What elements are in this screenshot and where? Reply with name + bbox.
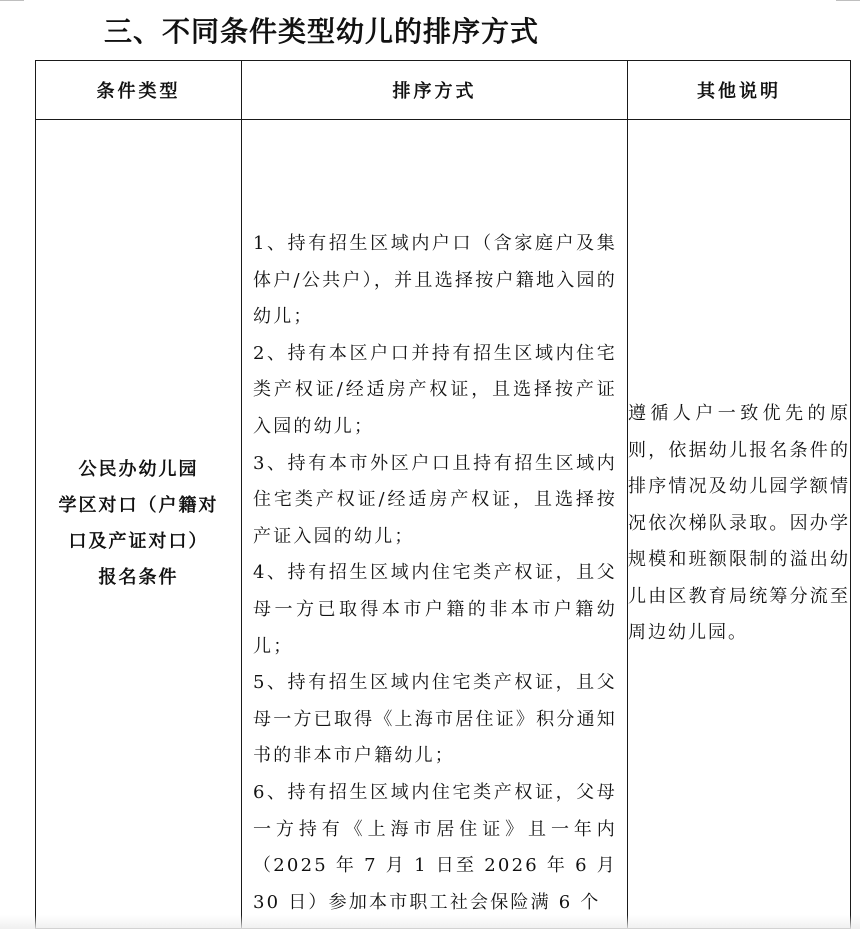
ordering-item: 1、持有招生区域内户口（含家庭户及集体户/公共户），并且选择按户籍地入园的幼儿； [253, 233, 617, 328]
header-condition-type: 条件类型 [36, 61, 242, 120]
condition-type-line: 报名条件 [98, 567, 179, 588]
ordering-item: 3、持有本市外区户口且持有招生区域内住宅类产权证/经适房产权证，且选择按产证入园的幼儿； [253, 452, 617, 547]
header-other-notes: 其他说明 [628, 61, 851, 120]
other-notes-cell [628, 120, 851, 929]
table-header-row [36, 61, 851, 120]
condition-type-line: 学区对口（户籍对 [58, 495, 219, 516]
ordering-item: 2、持有本区户口并持有招生区域内住宅类产权证/经适房产权证，且选择按产证入园的幼儿； [253, 342, 617, 437]
header-ordering-method: 排序方式 [242, 61, 628, 120]
other-notes-text: 遵循人户一致优先的原则，依据幼儿报名条件的排序情况及幼儿园学额情况依次梯队录取。因办学规模和班额限制的溢出幼儿由区教育局统筹分流至周边幼儿园。 [628, 402, 850, 644]
ordering-rules-table [35, 60, 851, 929]
page-corner-mark-left [0, 0, 24, 4]
ordering-item: 4、持有招生区域内住宅类产权证，且父母一方已取得本市户籍的非本市户籍幼儿； [253, 562, 617, 657]
section-title: 三、不同条件类型幼儿的排序方式 [104, 15, 540, 48]
condition-type-line: 口及产证对口） [68, 531, 209, 552]
condition-type-cell [36, 120, 242, 929]
table-row [36, 120, 851, 929]
condition-type-line: 公民办幼儿园 [78, 459, 199, 480]
ordering-list [253, 226, 617, 921]
ordering-method-cell [242, 120, 628, 929]
ordering-item: 6、持有招生区域内住宅类产权证，父母一方持有《上海市居住证》且一年内（2025 年 7 月 1 日至 2026 年 6 月 30 日）参加本市职工社会保险满 6 个 [253, 781, 617, 913]
ordering-item: 5、持有招生区域内住宅类产权证，且父母一方已取得《上海市居住证》积分通知书的非本市户籍幼儿； [253, 672, 617, 767]
page-corner-mark-right [836, 0, 860, 4]
